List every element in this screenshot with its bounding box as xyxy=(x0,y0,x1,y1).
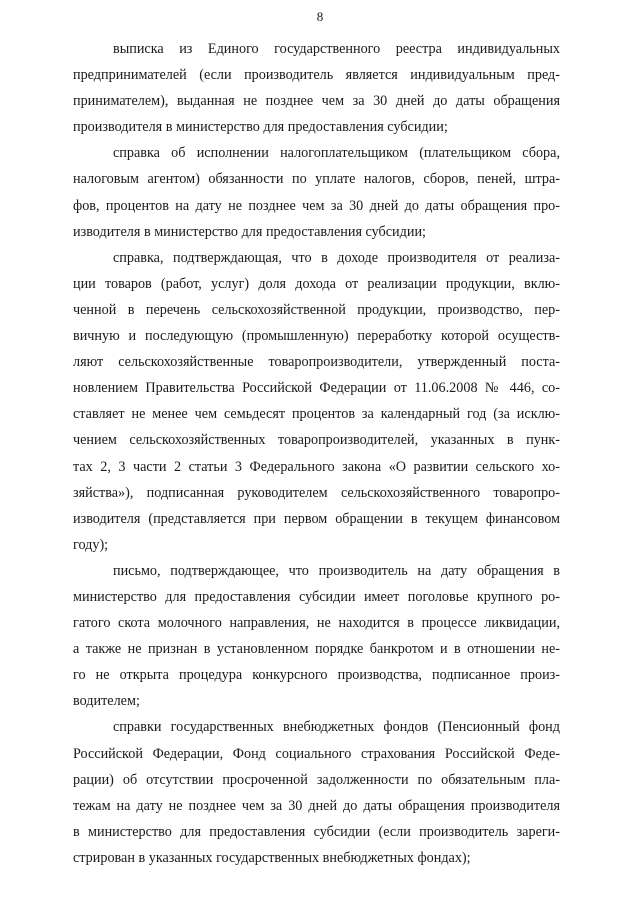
text-line: вичную и последующую (промышленную) переработку которой осуществ- xyxy=(73,328,560,345)
page-number: 8 xyxy=(316,9,324,24)
text-line: справки государственных внебюджетных фондов (Пенсионный фонд xyxy=(113,719,560,736)
text-line: ляют сельскохозяйственные товаропроизводители, утвержденный поста- xyxy=(73,354,560,371)
text-line: стрирован в указанных государственных внебюджетных фондах); xyxy=(73,849,471,866)
document-body xyxy=(73,36,560,871)
text-line: в министерство для предоставления субсидии (если производитель зареги- xyxy=(73,823,560,840)
text-line: гатого скота молочного направления, не находится в процессе ликвидации, xyxy=(73,615,560,632)
text-line: году); xyxy=(73,536,109,553)
text-line: производителя в министерство для предоставления субсидии; xyxy=(73,119,448,136)
text-line: налоговым агентом) обязанности по уплате налогов, сборов, пеней, штра- xyxy=(73,171,560,188)
text-line: ставляет не менее чем семьдесят процентов за календарный год (за исклю- xyxy=(73,406,560,423)
text-line: фов, процентов на дату не позднее чем за 30 дней до даты обращения про- xyxy=(73,197,560,214)
text-line: Российской Федерации, Фонд социального страхования Российской Феде- xyxy=(73,745,560,762)
text-line: тах 2, 3 части 2 статьи 3 Федерального закона «О развитии сельского хо- xyxy=(73,458,560,475)
text-line: письмо, подтверждающее, что производитель на дату обращения в xyxy=(113,562,560,579)
text-line: принимателем), выданная не позднее чем за 30 дней до даты обращения xyxy=(73,93,560,110)
paragraph-tax-certificate xyxy=(73,140,560,244)
paragraph-producer-letter xyxy=(73,558,560,715)
text-line: тежам на дату не позднее чем за 30 дней до даты обращения производителя xyxy=(73,797,560,814)
text-line: изводителя в министерство для предоставления субсидии; xyxy=(73,223,426,240)
text-line: предпринимателей (если производитель является индивидуальным пред- xyxy=(73,67,560,84)
text-line: ченной в перечень сельскохозяйственной продукции, производство, пер- xyxy=(73,301,560,318)
text-line: зяйства»), подписанная руководителем сельскохозяйственного товаропро- xyxy=(73,484,560,501)
text-line: чением сельскохозяйственных товаропроизводителей, указанных в пунк- xyxy=(73,432,560,449)
text-line: справка, подтверждающая, что в доходе производителя от реализа- xyxy=(113,249,560,266)
paragraph-extrabudgetary-funds xyxy=(73,714,560,871)
text-line: рации) об отсутствии просроченной задолженности по обязательным пла- xyxy=(73,771,560,788)
text-line: новлением Правительства Российской Федерации от 11.06.2008 № 446, со- xyxy=(73,380,560,397)
text-line: а также не признан в установленном порядке банкротом и в отношении не- xyxy=(73,641,560,658)
text-line: го не открыта процедура конкурсного производства, подписанное произ- xyxy=(73,667,560,684)
text-line: изводителя (представляется при первом обращении в текущем финансовом xyxy=(73,510,560,527)
text-line: ции товаров (работ, услуг) доля дохода от реализации продукции, вклю- xyxy=(73,275,560,292)
text-line: министерство для предоставления субсидии имеет поголовье крупного ро- xyxy=(73,588,560,605)
paragraph-income-certificate xyxy=(73,245,560,558)
paragraph-egrip-extract xyxy=(73,36,560,140)
text-line: выписка из Единого государственного реестра индивидуальных xyxy=(113,41,560,57)
text-line: справка об исполнении налогоплательщиком (плательщиком сбора, xyxy=(113,145,560,162)
text-line: водителем; xyxy=(73,693,140,710)
